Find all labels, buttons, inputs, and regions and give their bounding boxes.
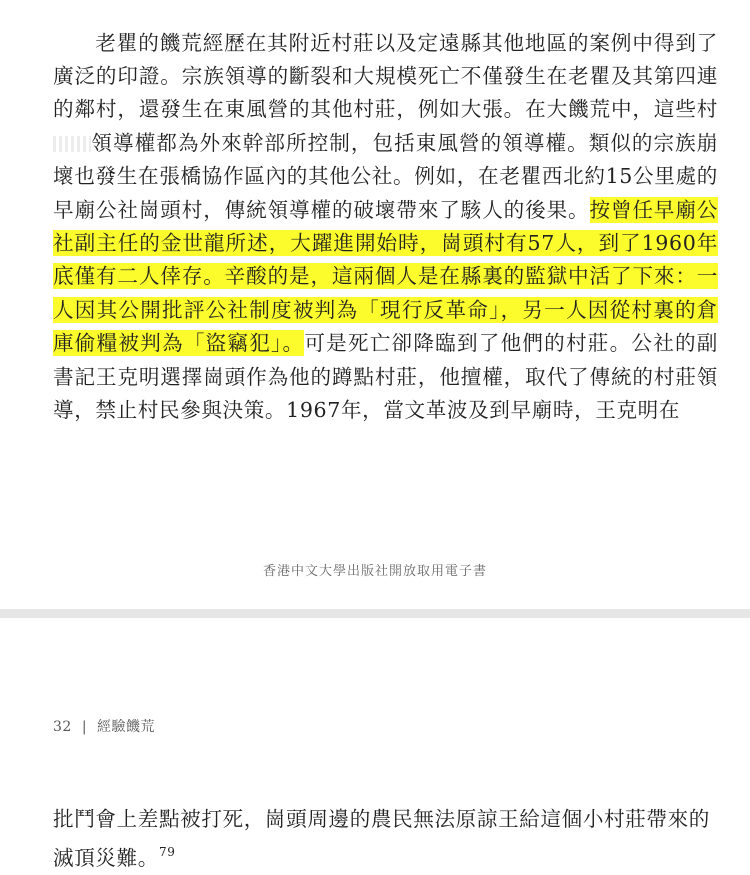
text-segment-3: 可是死亡卻降臨到了他們的村莊。公社的副書記王克明選擇崗頭作為他的蹲點村莊，他擅權，取代了傳統的村莊領導，禁止村民參與決策。1967年，當文革波及到早廟時，王克明在	[53, 331, 718, 423]
footnote-reference[interactable]: 79	[158, 845, 176, 859]
text-page2: 批鬥會上差點被打死，崗頭周邊的農民無法原諒王給這個小村莊帶來的滅頂災難。	[53, 806, 711, 870]
page-divider	[0, 609, 750, 618]
running-head-separator: |	[81, 719, 88, 735]
text-segment-2: 領導權都為外來幹部所控制，包括東風營的領導權。類似的宗族崩壞也發生在張橋協作區內的其他公社。例如，在老瞿西北約15公里處的早廟公社崗頭村，傳統領導權的破壞帶來了駭人的後果。	[53, 130, 718, 222]
page-number: 32	[53, 719, 72, 735]
text-segment-1: 老瞿的饑荒經歷在其附近村莊以及定遠縣其他地區的案例中得到了廣泛的印證。宗族領導的斷裂和大規模死亡不僅發生在老瞿及其第四連的鄰村，還發生在東風營的其他村莊，例如大張。在大饑荒中，這些村	[53, 30, 718, 122]
running-head	[53, 716, 155, 736]
publisher-footer-note: 香港中文大學出版社開放取用電子書	[262, 564, 487, 579]
highlighted-passage[interactable]: 按曾任早廟公社副主任的金世龍所述，大躍進開始時，崗頭村有57人，到了1960年底僅有二人倖存。辛酸的是，這兩個人是在縣裏的監獄中活了下來：一人因其公開批評公社制度被判為「現行反革命」，另一人因從村裏的倉庫偷糧被判為「盜竊犯」。	[53, 197, 718, 356]
body-paragraph	[53, 27, 718, 428]
redaction-mark-icon	[53, 136, 91, 152]
running-title: 經驗饑荒	[97, 719, 156, 735]
body-paragraph-page2	[53, 803, 718, 875]
